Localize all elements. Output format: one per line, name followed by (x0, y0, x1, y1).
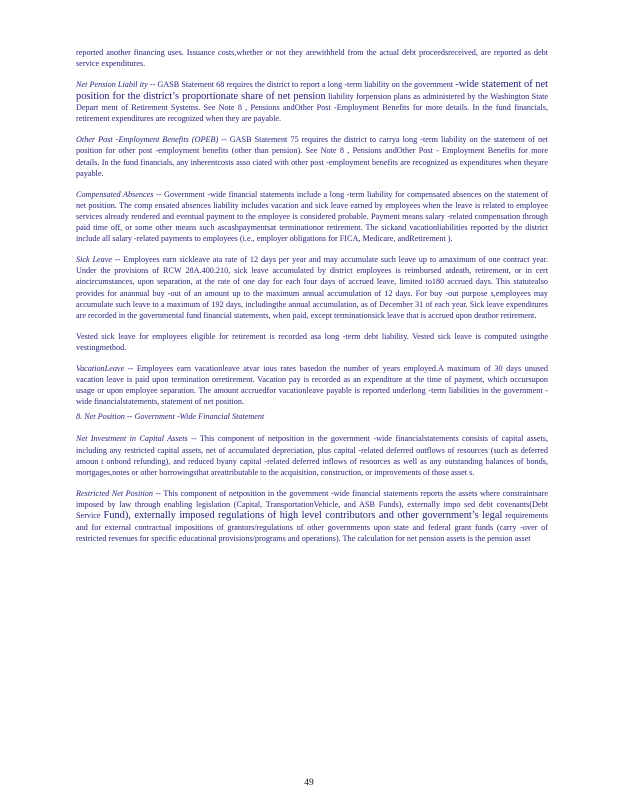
vacation-leave-paragraph (76, 363, 548, 407)
restricted-net-position-emphasis: Fund), externally imposed regulations of high level contributors and other government’s legal (103, 510, 503, 521)
restricted-net-position-text: -- This component of netposition in the government -wide financial statements reports the assets where constraintsare imposed by law through enabling legislation (Capital, TransportationVehicle, and ASB Funds), externally impo sed debt covenants(Debt Service (76, 488, 549, 520)
vested-sick-leave-text: Vested sick leave for employees eligible for retirement is recorded asa long -term debt liability. Vested sick leave is computed usingthe vestingmethod. (76, 331, 548, 352)
net-pension-liability-heading: Net Pension Liabil ity (76, 80, 148, 90)
section-heading: 8. Net Position -- Government -Wide Financial Statement (76, 412, 265, 422)
sick-leave-heading: Sick Leave (76, 255, 113, 265)
intro-paragraph (76, 47, 548, 69)
opeb-text: -- GASB Statement 75 requires the district to carrya long -term liability on the statement of net position for other post -employment benefits (other than pension). See Note 8 , Pensions andOther Post - Employment Benefits for more details. In the fund financials, any inherentcosts asso ciated with other post -employment benefits are recognized as expenditures when theyare payable. (76, 135, 549, 178)
net-pension-liability-paragraph (76, 79, 548, 124)
net-investment-heading: Net Investment in Capital Assets (76, 434, 188, 444)
sick-leave-text: -- Employees earn sickleave ata rate of 12 days per year and may accumulate such leave up to amaximum of one contract year. Under the provisions of RCW 28A.400.210, sick leave accumulated by district employees is reimbursed atdeath, retirement, or in cert aincircumstances, upon separation, at the rate of one day for each four days of accrued leave, limited to180 accrued days. This statutealso provides for anannual buy -out of an amount up to the maximum annual accumulation of 12 days. For buy -out purpose s,employees may accumulate such leave to a maximum of 192 days, includingthe annual accumulation, as of December 31 of each year. Sick leave expenditures are recorded in the governmental fund financial statements, when paid, except terminationsick leave that is accrued upon deathor retirement. (76, 255, 549, 320)
net-pension-liability-text: -- GASB Statement 68 requires the district to report a long -term liability on the government (149, 80, 454, 90)
sick-leave-paragraph (76, 254, 548, 321)
compensated-absences-text: -- Government -wide financial statements include a long -term liability for compensated absences on the statement of net position. The comp ensated absences liability includes vacation and sick leave earned by employees when the leave is related to employee services already rendered and eventual payment to the employee is considered probable. Payment means salary -related compensation through paid time off, or some other means such ascashpaymentsat terminationor retirement. The sickand vacationliabilities reported by the district include all salary -related payments to employees (i.e., employer obligations for FICA, Medicare, andRetirement ). (76, 189, 549, 244)
net-pension-liability-emphasis: -wide statement of net position for the district’s proportionate share of net pension (76, 79, 548, 102)
compensated-absences-heading: Compensated Absences (76, 189, 154, 199)
vacation-leave-heading: VacationLeave (76, 363, 125, 373)
vacation-leave-text: -- Employees earn vacationleave atvar ious rates basedon the number of years employed.A maximum of 30 days unused vacation leave is paid upon termination orretirement. Vacation pay is recorded as an expenditure at the time of payment, which occursupon usage or upon employee separation. The amount accruedfor vacationleave payable is reported underlong -term liabilities in the government -wide financialstatements, statement of net position. (76, 363, 548, 407)
restricted-net-position-text-continued: requirements and for external contractual impositions of grantors/regulations of other governments upon state and federal grant funds (carry -over of restricted revenues for specific educational provisions/programs and operations). The calculation for net pension assets is the pension asset (76, 511, 549, 543)
opeb-paragraph (76, 134, 548, 178)
net-investment-text: -- This component of netposition in the government -wide financialstatements consists of capital assets, including any restricted capital assets, net of accumulated depreciation, plus capital -related deferred outflows of resources (such as deferred amoun t onbond refunding), and reduced byany capital -related deferred inflows of resources as well as any outstanding balances of bonds, mortgages,notes or other borrowingsthat areattributable to the acquisition, construction, or improvements of those asset s. (76, 434, 549, 477)
restricted-net-position-heading: Restricted Net Position (76, 488, 153, 498)
vested-sick-leave-paragraph (76, 331, 548, 353)
page-body (76, 47, 548, 554)
opeb-heading: Other Post -Employment Benefits (OPEB) (76, 135, 219, 145)
net-pension-liability-text-continued: liability forpension plans as administered by the Washington State Depart ment of Retirement Systems. See Note 8 , Pensions andOther Post -Employment Benefits for more details. In the fund financials, retirement expenditures are recognized when they are payable. (76, 91, 549, 124)
compensated-absences-paragraph (76, 189, 548, 244)
net-investment-paragraph (76, 433, 548, 477)
page-number: 49 (304, 778, 314, 788)
intro-text: reported another financing uses. Issuance costs,whether or not they arewithheld from the actual debt proceedsreceived, are reported as debt service expenditures. (76, 48, 548, 69)
restricted-net-position-paragraph (76, 488, 548, 544)
